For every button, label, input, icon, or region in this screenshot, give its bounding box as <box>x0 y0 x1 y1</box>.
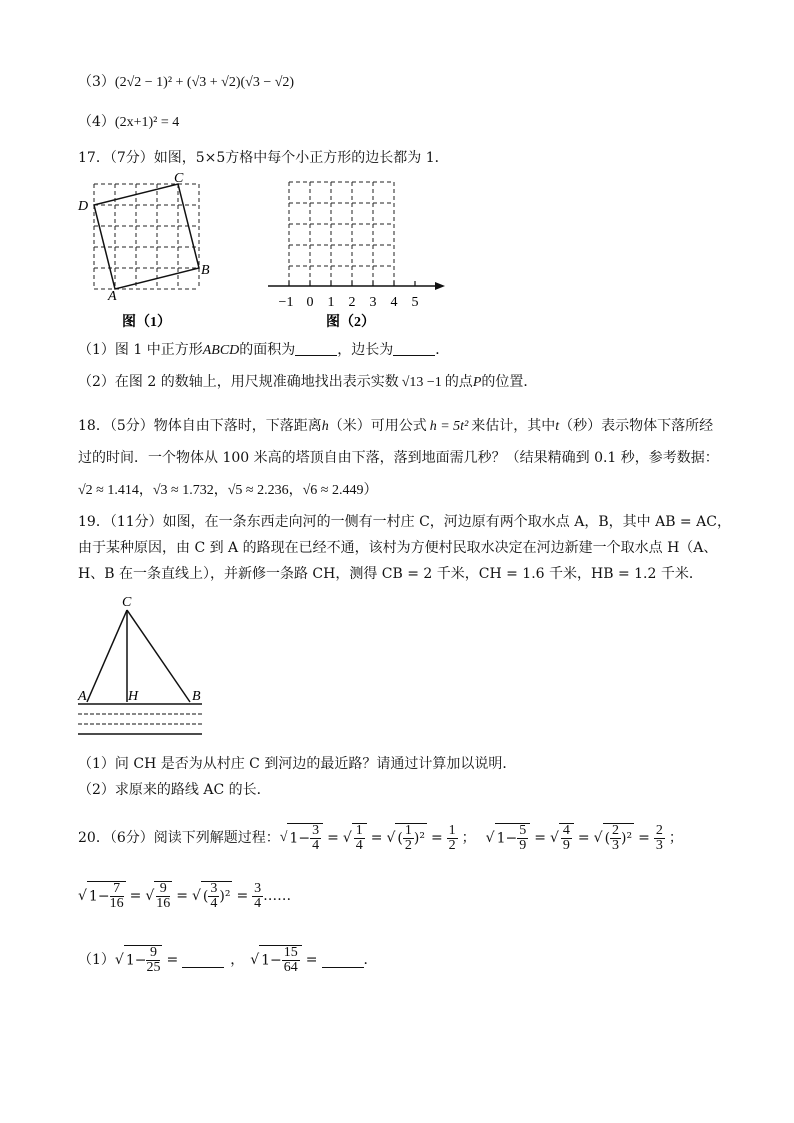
q19-figure <box>70 592 220 737</box>
q17-stem: 17．（7分）如图，5×5方格中每个小正方形的边长都为 1． <box>78 150 449 166</box>
q17-sub2: （2）在图 2 的数轴上，用尺规准确地找出表示实数 √13 −1 的点P的位置． <box>78 374 538 390</box>
square-abcd <box>94 184 199 289</box>
label-C: C <box>122 595 132 610</box>
q18-line3: √2 ≈ 1.414，√3 ≈ 1.732，√5 ≈ 2.236，√6 ≈ 2.449） <box>78 483 378 498</box>
answer-blank <box>393 341 435 356</box>
answer-blank <box>182 953 224 968</box>
label-B: B <box>192 689 201 704</box>
tick-label: 5 <box>411 295 419 310</box>
tick-label: 4 <box>390 295 398 310</box>
q16-part3-expr: (2√2 − 1)² + (√3 + √2)(√3 − √2) <box>114 75 295 90</box>
q20-sub1: （1） √ 1− $\frac{9}{25}$ = ， √ 1− $\frac{15}{64}$ = ． <box>78 945 378 975</box>
q16-part4-expr: (2x+1)² = 4 <box>114 115 180 130</box>
label-D: D <box>78 199 89 214</box>
q19-sub2: （2）求原来的路线 AC 的长． <box>78 782 271 798</box>
figure2-caption: 图（2） <box>326 315 375 330</box>
radical: 1− $\frac{3}{4}$ <box>287 823 323 853</box>
q19-line1: 19．（11分）如图，在一条东西走向河的一侧有一村庄 C，河边原有两个取水点 A，B，其中 AB = AC， <box>78 514 731 530</box>
q16-part4: （4）(2x+1)² = 4 <box>78 114 180 130</box>
tick-label: −1 <box>278 295 294 310</box>
q20-line1: 20．（6分）阅读下列解题过程： √ 1− $\frac{3}{4}$ = √ $\frac{1}{4}$ = √ ( $\frac{1}{2}$ )² = $\frac{1}{2}$ ； √ 1− $\frac{5}{9}$ = √ $\frac{4}{9}$ = √ ( $\frac{2}{3}$ )² = $\frac{2}{3}$ ； <box>78 822 683 853</box>
q17-sub1: （1）图 1 中正方形ABCD的面积为 ，边长为 ． <box>78 342 450 358</box>
answer-blank <box>322 953 364 968</box>
q20-line2: √ 1− $\frac{7}{16}$ = √ $\frac{9}{16}$ = √ ( $\frac{3}{4}$ )² = $\frac{3}{4}$ …… <box>78 880 292 911</box>
label-B: B <box>201 263 210 278</box>
q19-line2: 由于某种原因，由 C 到 A 的路现在已经不通，该村为方便村民取水决定在河边新建一个取水点 H（A、 <box>78 540 718 556</box>
answer-blank <box>295 341 337 356</box>
q19-line3: H、B 在一条直线上），并新修一条路 CH，测得 CB = 2 千米，CH = 1.6 千米，HB = 1.2 千米． <box>78 566 703 582</box>
q16-part3: （3）(2√2 − 1)² + (√3 + √2)(√3 − √2) <box>78 74 295 90</box>
axis-arrow-icon <box>435 282 445 290</box>
label-A: A <box>108 289 117 304</box>
q17-figure2 <box>260 168 500 333</box>
q18-line1: 18．（5分）物体自由下落时，下落距离h（米）可用公式 h = 5t² 来估计，其中t（秒）表示物体下落所经 <box>78 418 714 434</box>
figure1-caption: 图（1） <box>122 315 171 330</box>
tick-label: 1 <box>327 295 335 310</box>
label-A: A <box>78 689 87 704</box>
label-C: C <box>174 171 184 186</box>
q19-sub1: （1）问 CH 是否为从村庄 C 到河边的最近路？请通过计算加以说明． <box>78 756 517 772</box>
label-H: H <box>128 689 139 704</box>
tick-label: 3 <box>369 295 377 310</box>
tick-label: 2 <box>348 295 356 310</box>
q17-figure1 <box>70 168 220 333</box>
q18-line2: 过的时间．一个物体从 100 米高的塔顶自由下落，落到地面需几秒？（结果精确到 0.1 秒，参考数据： <box>78 450 719 466</box>
tick-label: 0 <box>306 295 314 310</box>
